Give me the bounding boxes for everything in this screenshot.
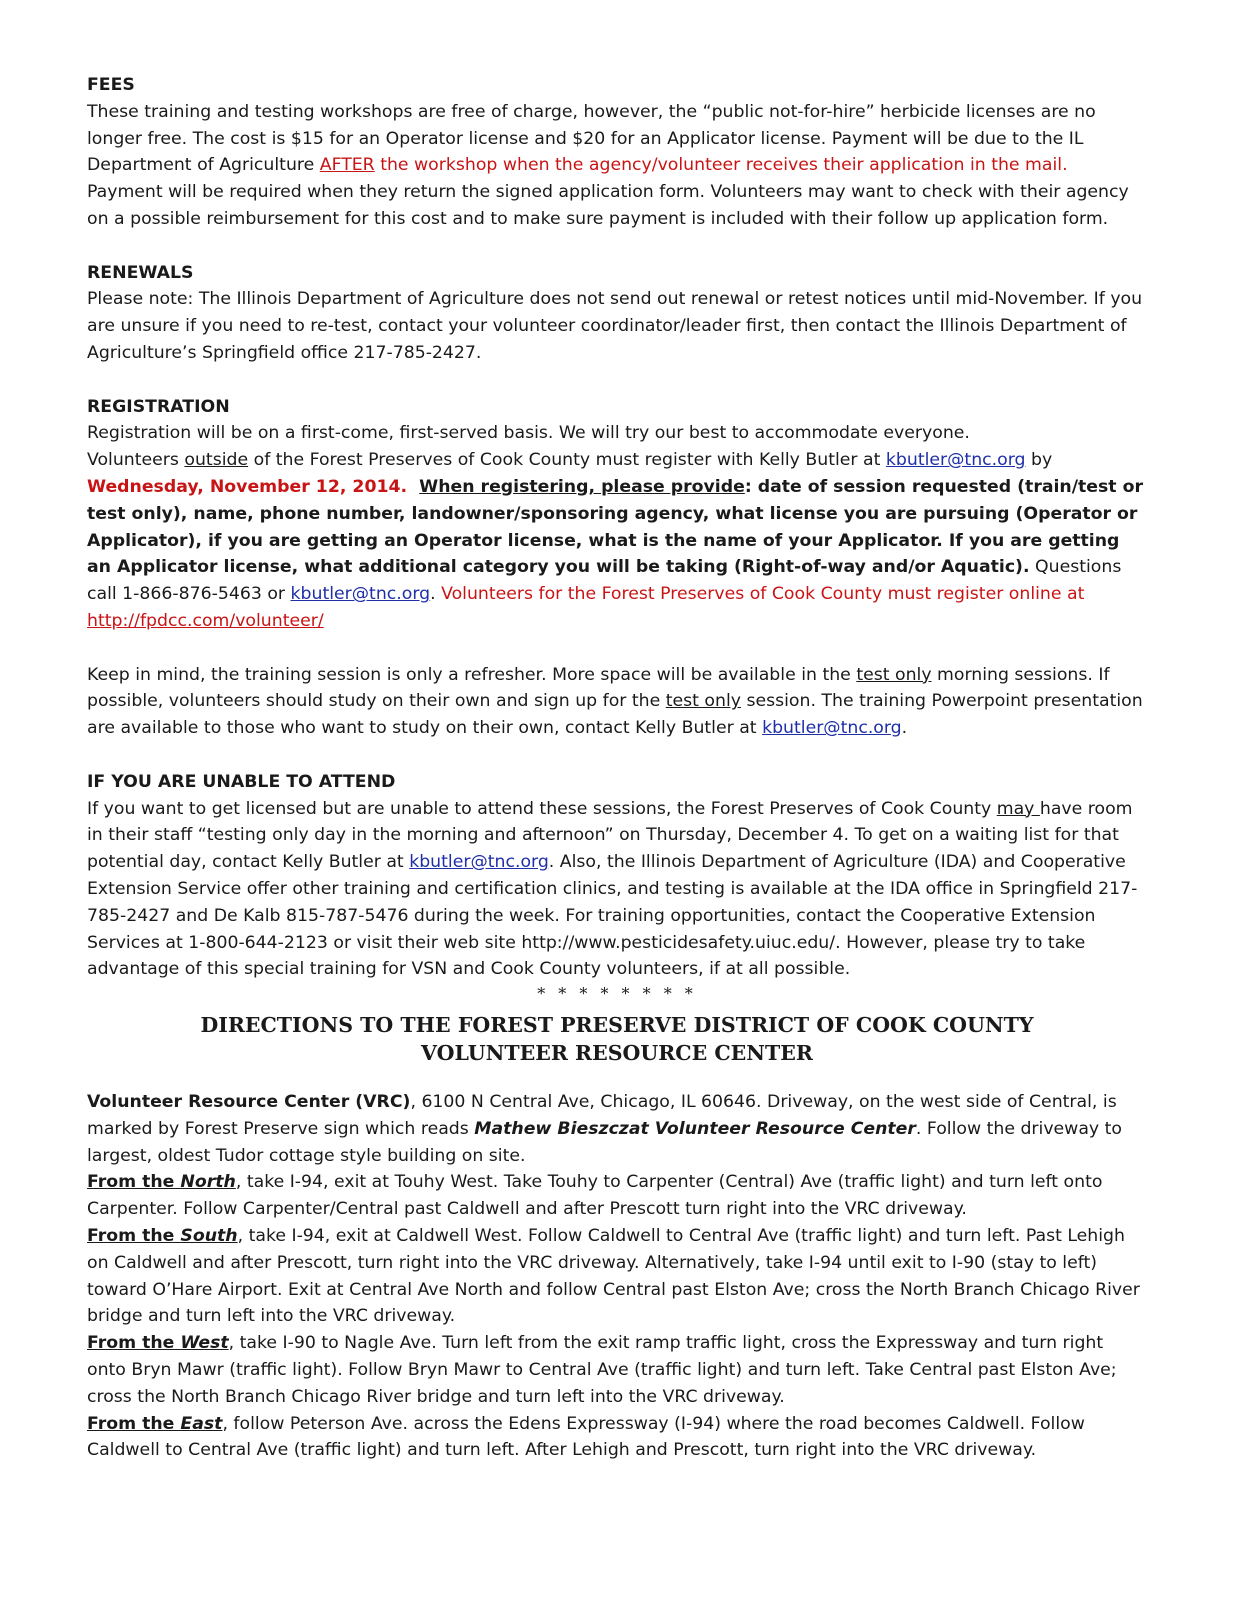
reg-by: by: [1025, 450, 1053, 471]
fees-after-word: AFTER: [319, 155, 375, 176]
fees-red-note: the workshop when the agency/volunteer receives their application in the mail.: [374, 155, 1068, 176]
refresher-period: .: [901, 718, 908, 739]
email-link[interactable]: kbutler@tnc.org: [762, 718, 902, 739]
unable-may: may: [996, 798, 1040, 819]
route-direction: North: [180, 1172, 236, 1193]
questions-text: Questions call 1-866-876-5463 or: [87, 557, 1122, 605]
fees-text-part1: These training and testing workshops are free of charge, however, the “public not-for-hire” herbicide licenses are no longer free. The cost is $15 for an Operator license and $20 for an Applicator license. Payment will be due to the IL Department of Agriculture: [87, 101, 1096, 176]
vrc-text1: , 6100 N Central Ave, Chicago, IL 60646. Driveway, on the west side of Central, is marked by Forest Preserve sign which reads: [87, 1092, 1117, 1139]
vrc-address: [87, 1089, 1147, 1169]
unable-text: [87, 796, 1147, 984]
when-registering: When registering, please provide: [419, 476, 745, 497]
fpdcc-note: Volunteers for the Forest Preserves of Cook County must register online at: [435, 584, 1085, 605]
fees-text-part2: Payment will be required when they return the signed application form. Volunteers may want to check with their agency on a possible reimbursement for this cost and to make sure payment is included with their follow up application form.: [87, 182, 1129, 229]
route-south: [87, 1223, 1147, 1330]
unable-part1: If you want to get licensed but are unable to attend these sessions, the Forest Preserves of Cook County: [87, 798, 997, 819]
test-only-1: test only: [856, 664, 932, 685]
renewals-section: [87, 260, 1147, 367]
email-link[interactable]: kbutler@tnc.org: [290, 584, 431, 605]
vrc-text2: . Follow the driveway to largest, oldest Tudor cottage style building on site.: [87, 1118, 1122, 1166]
registration-section: [87, 394, 1147, 742]
reg-outside: outside: [184, 450, 249, 471]
route-east: [87, 1411, 1147, 1465]
route-from-label: From the: [87, 1333, 181, 1354]
refresher-part2: morning sessions. If possible, volunteers should study on their own and sign up for the: [87, 664, 1110, 712]
route-direction: South: [180, 1226, 238, 1247]
refresher-part3: session. The training Powerpoint presentation are available to those who want to study on their own, contact Kelly Butler at: [87, 691, 1143, 739]
registration-deadline: Wednesday, November 12, 2014.: [87, 476, 408, 497]
registration-details: Volunteers outside of the Forest Preserves of Cook County must register with Kelly Butler at kbutler@tnc.org by Wednesday, November 12, 2014. When registering, please provide: date of session requested (train/test or test only), name, phone number, landowner/sponsoring agency, what license you are pursuing (Operator or Applicator), if you are getting an Operator license, what is the name of your Applicator. If you are getting an Applicator license, what additional category you will be taking (Right-of-way and/or Aquatic). Questions call 1-866-876-5463 or kbutler@tnc.org. Volunteers for the Forest Preserves of Cook County must register online at http://fpdcc.com/volunteer/: [87, 450, 1143, 631]
refresher-note: [87, 662, 1147, 742]
fees-section: [87, 72, 1147, 233]
renewals-text: Please note: The Illinois Department of Agriculture does not send out renewal or retest notices until mid-November. If you are unsure if you need to re-test, contact your volunteer coordinator/leader first, then contact the Illinois Department of Agriculture’s Springfield office 217-785-2427.: [87, 289, 1143, 363]
directions-title-line2: VOLUNTEER RESOURCE CENTER: [421, 1041, 813, 1066]
refresher-part1: Keep in mind, the training session is only a refresher. More space will be available in the: [87, 664, 857, 685]
unable-heading: IF YOU ARE UNABLE TO ATTEND: [87, 771, 396, 792]
vrc-label: Volunteer Resource Center (VRC): [87, 1092, 411, 1113]
fpdcc-link[interactable]: http://fpdcc.com/volunteer/: [87, 610, 324, 631]
renewals-heading: RENEWALS: [87, 262, 194, 283]
fees-text: [87, 99, 1147, 233]
registration-heading: REGISTRATION: [87, 396, 230, 417]
divider-stars: * * * * * * * *: [537, 984, 697, 1004]
route-direction: West: [180, 1333, 229, 1354]
registration-intro: Registration will be on a first-come, first-served basis. We will try our best to accommodate everyone.: [87, 423, 970, 444]
route-text: , take I-94, exit at Caldwell West. Follow Caldwell to Central Ave (traffic light) and turn left. Past Lehigh on Caldwell and after Prescott, turn right into the VRC driveway. Alternatively, take I-94 until exit to I-90 (stay to left) toward O’Hare Airport. Exit at Central Ave North and follow Central past Elston Ave; cross the North Branch Chicago River bridge and turn left into the VRC driveway.: [87, 1226, 1140, 1327]
email-link[interactable]: kbutler@tnc.org: [409, 852, 549, 873]
route-direction: East: [180, 1413, 223, 1434]
vrc-sign-name: Mathew Bieszczat Volunteer Resource Center: [474, 1118, 916, 1139]
directions-section: [87, 1089, 1147, 1464]
route-north: [87, 1169, 1147, 1223]
directions-title-line1: DIRECTIONS TO THE FOREST PRESERVE DISTRICT OF COOK COUNTY: [200, 1013, 1034, 1038]
unable-part2: have room in their staff “testing only day in the morning and afternoon” on Thursday, December 4. To get on a waiting list for that potential day, contact Kelly Butler at: [87, 798, 1133, 873]
route-from-label: From the: [87, 1226, 181, 1247]
route-from-label: From the: [87, 1172, 181, 1193]
email-link[interactable]: kbutler@tnc.org: [885, 450, 1026, 471]
route-from-label: From the: [87, 1413, 181, 1434]
reg-vol-mid: of the Forest Preserves of Cook County must register with Kelly Butler at: [248, 450, 886, 471]
route-text: , follow Peterson Ave. across the Edens Expressway (I-94) where the road becomes Caldwell. Follow Caldwell to Central Ave (traffic light) and turn left. After Lehigh and Prescott, turn right into the VRC driveway.: [87, 1413, 1085, 1461]
unable-part3: . Also, the Illinois Department of Agriculture (IDA) and Cooperative Extension Service offer other training and certification clinics, and testing is available at the IDA office in Springfield 217-785-2427 and De Kalb 815-787-5476 during the week. For training opportunities, contact the Cooperative Extension Services at 1-800-644-2123 or visit their web site http://www.pesticidesafety.uiuc.edu/. However, please try to take advantage of this special training for VSN and Cook County volunteers, if at all possible.: [87, 852, 1138, 980]
fees-heading: FEES: [87, 75, 135, 95]
test-only-2: test only: [665, 691, 741, 712]
route-text: , take I-90 to Nagle Ave. Turn left from the exit ramp traffic light, cross the Expressway and turn right onto Bryn Mawr (traffic light). Follow Bryn Mawr to Central Ave (traffic light) and turn left. Take Central past Elston Ave; cross the North Branch Chicago River bridge and turn left into the VRC driveway.: [87, 1333, 1117, 1407]
reg-vol-prefix: Volunteers: [87, 450, 185, 471]
directions-title: [87, 1011, 1147, 1067]
provide-details: : date of session requested (train/test or test only), name, phone number, landowner/sponsoring agency, what license you are pursuing (Operator or Applicator), if you are getting an Operator license, what is the name of your Applicator. If you are getting an Applicator license, what additional category you will be taking (Right-of-way and/or Aquatic).: [87, 476, 1143, 578]
route-text: , take I-94, exit at Touhy West. Take Touhy to Carpenter (Central) Ave (traffic light) and turn left onto Carpenter. Follow Carpenter/Central past Caldwell and after Prescott turn right into the VRC driveway.: [87, 1172, 1103, 1220]
unable-section: [87, 769, 1147, 983]
route-west: [87, 1330, 1147, 1410]
document-page: [87, 72, 1147, 1464]
